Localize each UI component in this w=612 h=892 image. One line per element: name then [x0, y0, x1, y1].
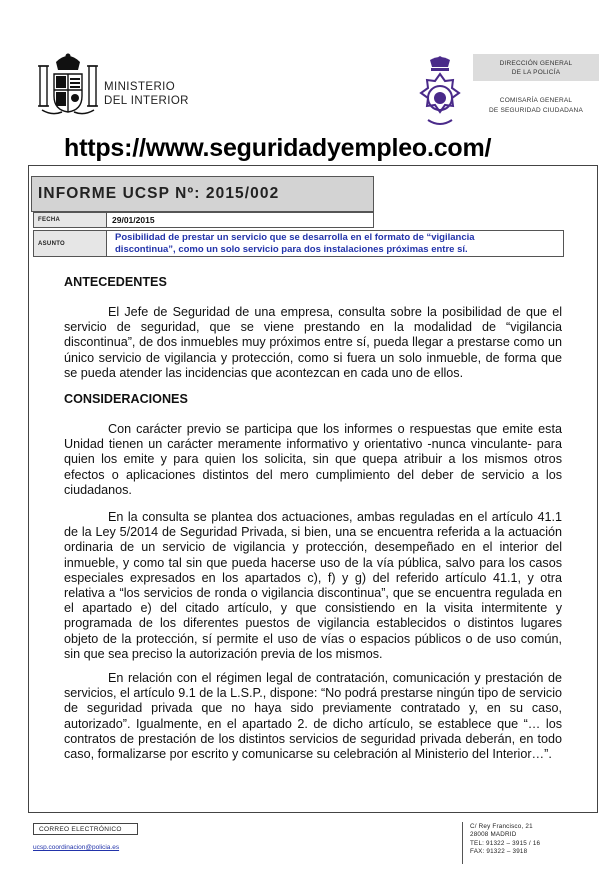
footer-divider	[462, 822, 463, 864]
comisaria-line-2: DE SEGURIDAD CIUDADANA	[489, 107, 583, 114]
address-block	[470, 823, 540, 856]
consideraciones-heading: CONSIDERACIONES	[64, 392, 188, 406]
consideraciones-paragraph-1	[64, 422, 562, 498]
fecha-label: FECHA	[33, 212, 107, 228]
correo-label: CORREO ELECTRÓNICO	[33, 823, 138, 835]
address-city: 28008 MADRID	[470, 831, 517, 839]
consideraciones-paragraph-3	[64, 671, 562, 762]
asunto-line-2: discontinua”, como un solo servicio para dos instalaciones próximas entre sí.	[115, 243, 468, 255]
watermark-url: https://www.seguridadyempleo.com/	[64, 134, 492, 162]
police-badge-icon	[414, 56, 466, 126]
antecedentes-text: El Jefe de Seguridad de una empresa, consulta sobre la posibilidad de que el servicio de seguridad, que se viene prestando en la modalidad de “vigilancia discontinua”, de dos inmuebles muy próximos entre sí, pueda llegar a prestarse como un único servicio de vigilancia y protección, como si fuera un solo inmueble, de forma que se pueda atender las incidencias que acontezcan en cada uno de ellos.	[64, 305, 562, 380]
asunto-value	[106, 230, 564, 257]
comisaria-line-1: COMISARÍA GENERAL	[499, 97, 573, 104]
asunto-label: ASUNTO	[33, 230, 107, 257]
ministry-name	[104, 80, 189, 108]
antecedentes-heading: ANTECEDENTES	[64, 275, 167, 289]
email-link[interactable]: ucsp.coordinacion@policia.es	[33, 844, 120, 851]
direccion-general-box	[473, 54, 599, 81]
report-title: INFORME UCSP Nº: 2015/002	[38, 185, 280, 202]
comisaria-label	[473, 96, 599, 116]
asunto-line-1: Posibilidad de prestar un servicio que se desarrolla en el formato de “vigilancia	[115, 231, 475, 243]
address-phone: TEL: 91322 – 3915 / 16	[470, 839, 541, 847]
consideraciones-text-3: En relación con el régimen legal de contratación, comunicación y prestación de servicios, el artículo 9.1 de la L.S.P., dispone: “No podrá prestarse ningún tipo de servicio de seguridad privada que no haya sido previamente contratado y, en su caso, autorizado”. Igualmente, en el apartado 2. de dicho artículo, se establece que “… los contratos de prestación de los distintos servicios de seguridad privada deberán, en todo caso, formalizarse por escrito y comunicarse su celebración al Ministerio del Interior…”.	[64, 671, 562, 762]
dg-line-1: DIRECCIÓN GENERAL	[499, 59, 573, 67]
fecha-value: 29/01/2015	[106, 212, 374, 228]
coat-of-arms-icon	[36, 52, 100, 120]
consideraciones-text-1: Con carácter previo se participa que los informes o respuestas que emite esta Unidad tienen un carácter meramente informativo y orientativo -nunca vinculante- para quien los emite y para quien los solicita, sin que quepa atribuir a los mismos otros efectos o aplicaciones distintos del mero cumplimiento del deber de servicio a los ciudadanos.	[64, 422, 562, 497]
antecedentes-paragraph	[64, 305, 562, 381]
dg-line-2: DE LA POLICÍA	[511, 68, 561, 76]
consideraciones-paragraph-2	[64, 510, 562, 662]
ministry-line-2: DEL INTERIOR	[104, 95, 189, 107]
address-fax: FAX: 91322 – 3918	[470, 847, 528, 855]
ministry-line-1: MINISTERIO	[104, 81, 176, 93]
consideraciones-text-2: En la consulta se plantea dos actuaciones, ambas reguladas en el artículo 41.1 de la Ley 5/2014 de Seguridad Privada, si bien, una se encuentra referida a la actuación ordinaria de un servicio de vigilancia y protección, desempeñado en el interior del inmueble, y como tal sin que pueda hacerse uso de la vía pública, salvo para los casos especiales expresados en los apartados c), f) y g) del referido artículo 41.1, y otra relativa a “los servicios de ronda o vigilancia discontinua”, que se encuentra regulada en el apartado e) del citado artículo, y que consistiendo en la visita intermitente y programada de los diferentes puestos de vigilancia establecidos o distintos lugares objeto de la protección, sí permite el uso de vías o espacios públicos o de uso común, sin que sea preciso la autorización previa de los mismos.	[64, 510, 562, 661]
address-street: C/ Rey Francisco, 21	[470, 823, 533, 830]
report-title-box	[31, 176, 374, 212]
